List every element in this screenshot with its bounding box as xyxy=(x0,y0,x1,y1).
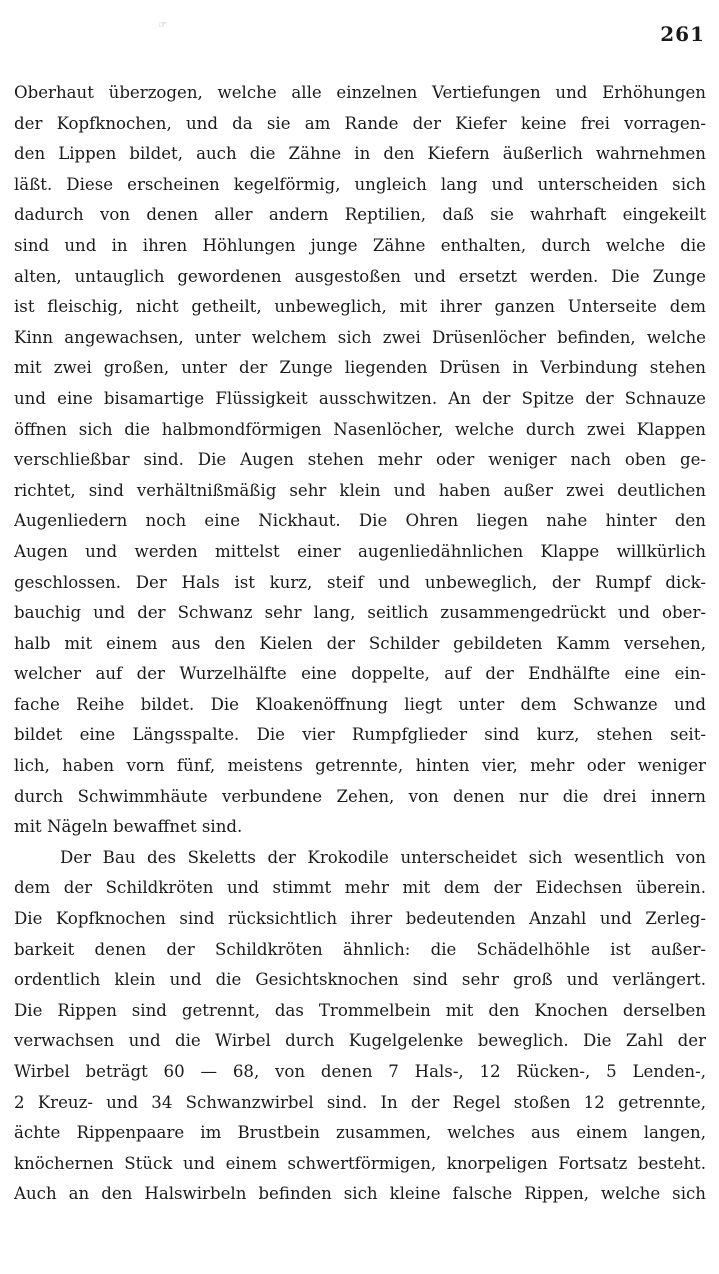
text-line: verwachsen und die Wirbel durch Kugelgelenke beweglich. Die Zahl der xyxy=(14,1031,706,1051)
page-number: 261 xyxy=(660,22,705,46)
text-line: der Kopfknochen, und da sie am Rande der Kiefer keine frei vorragen- xyxy=(14,113,706,133)
text-line: lich, haben vorn fünf, meistens getrennte, hinten vier, mehr oder weniger xyxy=(14,756,706,776)
text-line: Oberhaut überzogen, welche alle einzelnen Vertiefungen und Erhöhungen xyxy=(14,83,706,102)
text-line: fache Reihe bildet. Die Kloakenöffnung liegt unter dem Schwanze und xyxy=(14,694,706,714)
text-line: Augen und werden mittelst einer augenliedähnlichen Klappe willkürlich xyxy=(14,541,706,561)
text-line: barkeit denen der Schildkröten ähnlich: die Schädelhöhle ist außer- xyxy=(14,939,706,959)
text-line: alten, untauglich gewordenen ausgestoßen und ersetzt werden. Die Zunge xyxy=(14,266,706,286)
text-line: Wirbel beträgt 60 — 68, von denen 7 Hals-, 12 Rücken-, 5 Lenden-, xyxy=(14,1062,706,1081)
text-line: geschlossen. Der Hals ist kurz, steif und unbeweglich, der Rumpf dick- xyxy=(14,572,706,592)
body-text xyxy=(14,78,706,1210)
text-line: Augenliedern noch eine Nickhaut. Die Ohren liegen nahe hinter den xyxy=(14,511,706,531)
text-line: und eine bisamartige Flüssigkeit ausschwitzen. An der Spitze der Schnauze xyxy=(14,388,706,408)
text-line: welcher auf der Wurzelhälfte eine doppelte, auf der Endhälfte eine ein- xyxy=(14,664,706,684)
text-line: Auch an den Halswirbeln befinden sich kleine falsche Rippen, welche sich xyxy=(14,1184,706,1204)
text-line: bildet eine Längsspalte. Die vier Rumpfglieder sind kurz, stehen seit- xyxy=(14,725,706,745)
text-line: läßt. Diese erscheinen kegelförmig, ungleich lang und unterscheiden sich xyxy=(14,174,706,194)
text-line: 2 Kreuz- und 34 Schwanzwirbel sind. In der Regel stoßen 12 getrennte, xyxy=(14,1092,706,1112)
text-line: halb mit einem aus den Kielen der Schilder gebildeten Kamm versehen, xyxy=(14,633,706,653)
text-line: knöchernen Stück und einem schwertförmigen, knorpeligen Fortsatz besteht. xyxy=(14,1153,706,1173)
text-line: durch Schwimmhäute verbundene Zehen, von denen nur die drei innern xyxy=(14,786,706,806)
text-line: verschließbar sind. Die Augen stehen mehr oder weniger nach oben ge- xyxy=(14,450,706,470)
text-line: bauchig und der Schwanz sehr lang, seitlich zusammengedrückt und ober- xyxy=(14,603,706,623)
text-line: ächte Rippenpaare im Brustbein zusammen, welches aus einem langen, xyxy=(14,1123,706,1143)
text-line: sind und in ihren Höhlungen junge Zähne enthalten, durch welche die xyxy=(14,235,706,255)
text-line: mit zwei großen, unter der Zunge liegenden Drüsen in Verbindung stehen xyxy=(14,358,706,378)
text-line: dem der Schildkröten und stimmt mehr mit dem der Eidechsen überein. xyxy=(14,878,706,898)
print-mark: ☞ xyxy=(158,20,167,31)
text-line: ordentlich klein und die Gesichtsknochen sind sehr groß und verlängert. xyxy=(14,970,706,990)
text-line: mit Nägeln bewaffnet sind. xyxy=(14,817,243,837)
text-line: öffnen sich die halbmondförmigen Nasenlöcher, welche durch zwei Klappen xyxy=(14,419,706,439)
text-line: Die Rippen sind getrennt, das Trommelbein mit den Knochen derselben xyxy=(14,1000,706,1020)
text-line: richtet, sind verhältnißmäßig sehr klein und haben außer zwei deutlichen xyxy=(14,480,706,500)
text-line: ist fleischig, nicht getheilt, unbeweglich, mit ihrer ganzen Unterseite dem xyxy=(14,297,706,317)
text-line: Die Kopfknochen sind rücksichtlich ihrer bedeutenden Anzahl und Zerleg- xyxy=(14,909,706,929)
text-line: Kinn angewachsen, unter welchem sich zwei Drüsenlöcher befinden, welche xyxy=(14,327,706,347)
text-line: Der Bau des Skeletts der Krokodile unterscheidet sich wesentlich von xyxy=(60,847,706,867)
text-line: den Lippen bildet, auch die Zähne in den Kiefern äußerlich wahrnehmen xyxy=(14,144,706,164)
text-line: dadurch von denen aller andern Reptilien, daß sie wahrhaft eingekeilt xyxy=(14,205,706,225)
